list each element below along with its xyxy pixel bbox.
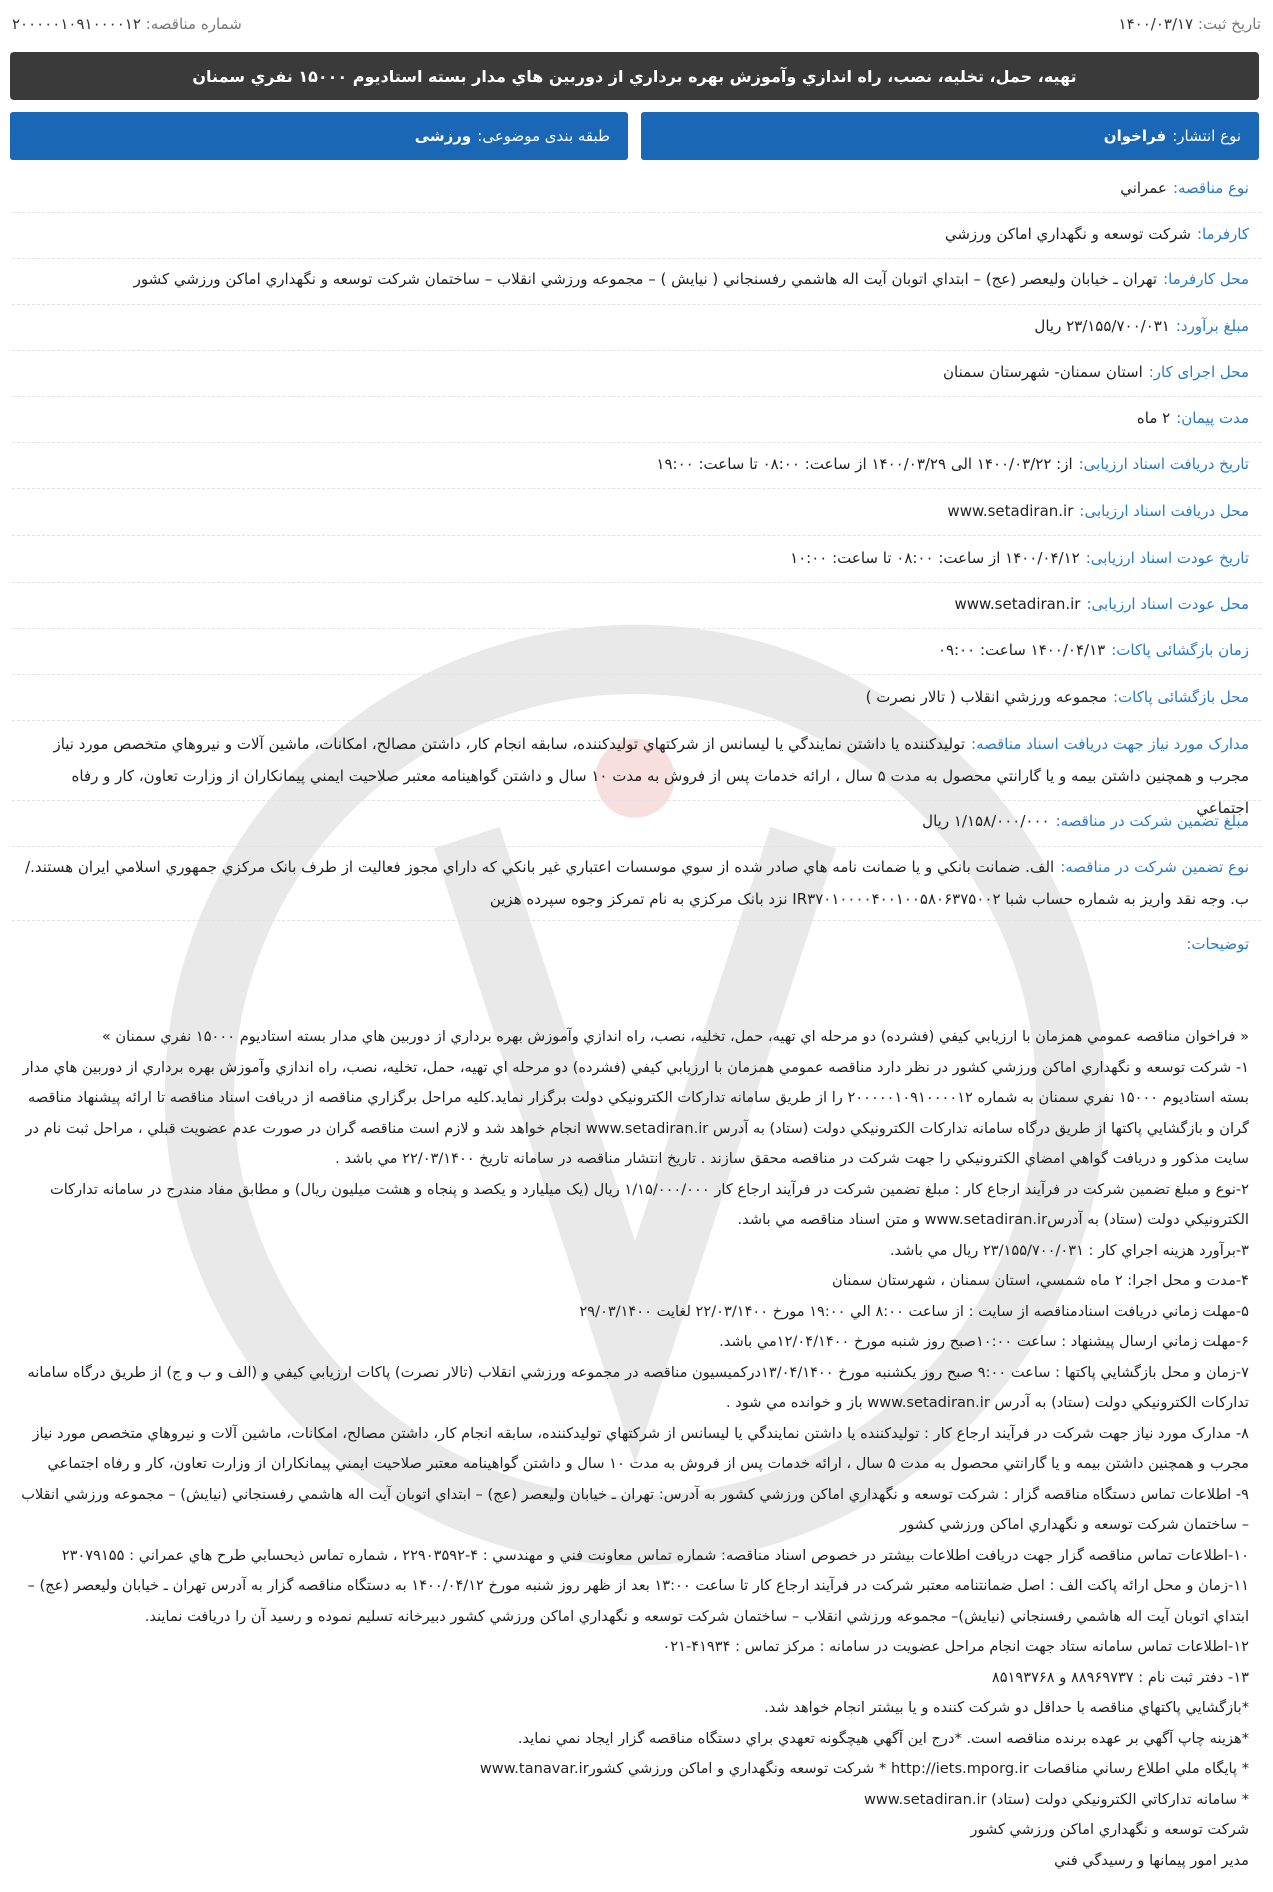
field-estimate: مبلغ برآورد:۲۳/۱۵۵/۷۰۰/۰۳۱ ريال [1034, 317, 1249, 335]
field-tender-type: نوع مناقصه:عمراني [1120, 179, 1249, 197]
field-doc-return-date: تاریخ عودت اسناد ارزیابی:۱۴۰۰/۰۴/۱۲ از ساعت: ۰۸:۰۰ تا ساعت: ۱۰:۰۰ [790, 549, 1249, 567]
divider [12, 674, 1261, 675]
divider [12, 258, 1261, 259]
desc-item-10: ۱۰-اطلاعات تماس مناقصه گزار جهت دريافت اطلاعات بيشتر در خصوص اسناد مناقصه: شماره تماس معاونت فني و مهندسي : ۴-۲۲۹۰۳۵۹۲ ، شماره تماس ذيحسابي طرح هاي عمراني : ۲۳۰۷۹۱۵۵ [61, 1546, 1249, 1564]
desc-note-opening: *بازگشايي پاکتهاي مناقصه با حداقل دو شرکت کننده و يا بيشتر انجام خواهد شد. [764, 1699, 1249, 1716]
field-execution-place: محل اجرای کار:استان سمنان- شهرستان سمنان [943, 363, 1249, 381]
divider [12, 800, 1261, 801]
registration-date: تاريخ ثبت: ۱۴۰۰/۰۳/۱۷ [1118, 15, 1261, 33]
field-doc-receive-date: تاریخ دریافت اسناد ارزیابی:از: ۱۴۰۰/۰۳/۲۲ الی ۱۴۰۰/۰۳/۲۹ از ساعت: ۰۸:۰۰ تا ساعت: ۱۹:۰۰ [656, 455, 1249, 473]
field-opening-place: محل بازگشائی پاکات:مجموعه ورزشي انقلاب ( تالار نصرت ) [865, 688, 1249, 706]
desc-note-setad: * سامانه تدارکاتي الکترونيکي دولت (ستاد) www.setadiran.ir [863, 1790, 1249, 1808]
desc-note-cost: *هزينه چاپ آگهي بر عهده برنده مناقصه است. *درج اين آگهي هيچگونه تعهدي براي دستگاه مناقصه گزار ايجاد نمي نمايد. [517, 1729, 1249, 1747]
desc-item-6: ۶-مهلت زماني ارسال پيشنهاد : ساعت ۱۰:۰۰صبح روز شنبه مورخ ۱۲/۰۴/۱۴۰۰مي باشد. [719, 1333, 1249, 1350]
desc-item-13: ۱۳- دفتر ثبت نام : ۸۸۹۶۹۷۳۷ و ۸۵۱۹۳۷۶۸ [991, 1668, 1249, 1686]
divider [12, 920, 1261, 921]
field-required-documents: مدارک مورد نیاز جهت دریافت اسناد مناقصه:توليدکننده يا داشتن نمايندگي يا ليسانس از شرکتهاي توليدکننده، سابقه انجام کار، داشتن مصالح، امکانات، ماشين آلات و نيروهاي متخصص مورد نياز مجرب و همچنين داشتن بيمه و يا گارانتي محصول به مدت ۵ سال ، ارائه خدمات پس از فروش به مدت ۱۰ سال و داشتن گواهينامه معتبر صلاحيت ايمني پيمانکاران از وزارت تعاون، کار و رفاه اجتماعي [53, 735, 1249, 817]
divider [12, 535, 1261, 536]
desc-item-8: ۸- مدارک مورد نياز جهت شرکت در فرآيند ارجاع کار : توليدکننده يا داشتن نمايندگي يا ليسانس از شرکتهاي توليدکننده، سابقه انجام کار، داشتن مصالح، امکانات، ماشين آلات و نيروهاي متخصص مورد نياز مجرب و همچنين داشتن بيمه و يا گارانتي محصول به مدت ۵ سال ، ارائه خدمات پس از فروش به مدت ۱۰ سال و داشتن گواهينامه معتبر صلاحيت ايمني پيمانکاران از وزارت تعاون، کار و رفاه اجتماعي [32, 1424, 1249, 1472]
divider [12, 442, 1261, 443]
divider [12, 396, 1261, 397]
desc-item-11: ۱۱-زمان و محل ارائه پاکت الف : اصل ضمانتنامه معتبر شرکت در فرآيند ارجاع کار تا ساعت ۱۳:۰۰ بعد از ظهر روز شنبه مورخ ۱۴۰۰/۰۴/۱۲ به دستگاه مناقصه گزار به آدرس تهران ـ خيابان وليعصر (عج) – ابتداي اتوبان آيت اله هاشمي رفسنجاني (نيايش)– مجموعه ورزشي انقلاب – ساختمان شرکت توسعه و نگهداري اماکن ورزشي کشور دبيرخانه تسليم نموده و رسيد آن را دريافت نمايند. [27, 1577, 1249, 1625]
divider [12, 720, 1261, 721]
divider [12, 212, 1261, 213]
desc-signature-company: شرکت توسعه و نگهداري اماکن ورزشي کشور [970, 1821, 1249, 1838]
field-doc-return-place: محل عودت اسناد ارزیابی:www.setadiran.ir [954, 595, 1249, 613]
divider [12, 846, 1261, 847]
desc-item-1: ۱- شرکت توسعه و نگهداري اماکن ورزشي کشور در نظر دارد مناقصه عمومي همزمان با ارزيابي کيفي (فشرده) دو مرحله اي تهيه، حمل، تخليه، نصب، راه اندازي وآموزش بهره برداري از دوربين هاي مدار بسته استاديوم ۱۵۰۰۰ نفري سمنان به شماره ۲۰۰۰۰۰۱۰۹۱۰۰۰۰۱۲ را از طريق سامانه تدارکات الکترونيکي دولت برگزار نمايد.کليه مراحل برگزاري مناقصه از دريافت اسناد مناقصه تا ارائه پيشنهاد مناقصه گران و بازگشايي پاکتها از طريق درگاه سامانه تدارکات الکترونيکي دولت (ستاد) به آدرس www.setadiran.ir انجام خواهد شد و لازم است مناقصه گران در صورت عدم عضويت قبلي ، مراحل ثبت نام در سايت مذکور و دريافت گواهي امضاي الکترونيکي را جهت شرکت در مناقصه محقق سازند . تاريخ انتشار مناقصه در سامانه تاريخ ۲۲/۰۳/۱۴۰۰ مي باشد . [22, 1058, 1249, 1167]
divider [12, 350, 1261, 351]
desc-item-7: ۷-زمان و محل بازگشايي پاکتها : ساعت ۹:۰۰ صبح روز يکشنبه مورخ ۱۳/۰۴/۱۴۰۰درکميسيون مناقصه در مجموعه ورزشي انقلاب (تالار نصرت) پاکات ارزيابي کيفي و (الف و ب و ج) از طريق درگاه سامانه تدارکات الکترونيکي دولت (ستاد) به آدرس www.setadiran.ir باز و خوانده مي شود . [27, 1363, 1249, 1411]
field-guarantee-amount: مبلغ تضمین شرکت در مناقصه:۱/۱۵۸/۰۰۰/۰۰۰ ريال [922, 812, 1249, 830]
page-title: تهيه، حمل، تخليه، نصب، راه اندازي وآموزش بهره برداري از دوربين هاي مدار بسته استاديوم ۱۵۰۰۰ نفري سمنان [10, 52, 1259, 100]
desc-signature-title: مدير امور پيمانها و رسيدگي فني [1054, 1851, 1249, 1869]
field-employer: کارفرما:شرکت توسعه و نگهداري اماکن ورزشي [944, 225, 1249, 243]
divider [12, 488, 1261, 489]
divider [12, 304, 1261, 305]
info-boxes [10, 112, 1259, 160]
divider [12, 628, 1261, 629]
desc-title: « فراخوان مناقصه عمومي همزمان با ارزيابي کيفي (فشرده) دو مرحله اي تهيه، حمل، تخليه، نصب، راه اندازي وآموزش بهره برداري از دوربين هاي مدار بسته استاديوم ۱۵۰۰۰ نفري سمنان » [101, 1028, 1249, 1045]
header-bar [0, 0, 1273, 48]
desc-item-9: ۹- اطلاعات تماس دستگاه مناقصه گزار : شرکت توسعه و نگهداري اماکن ورزشي کشور به آدرس: تهران ـ خيابان وليعصر (عج) – ابتداي اتوبان آيت اله هاشمي رفسنجاني (نيايش) – مجموعه ورزشي انقلاب – ساختمان شرکت توسعه و نگهداري اماکن ورزشي کشور [21, 1485, 1249, 1533]
description-body [19, 1022, 1249, 1876]
desc-item-3: ۳-برآورد هزينه اجراي کار : ۲۳/۱۵۵/۷۰۰/۰۳۱ ريال مي باشد. [889, 1241, 1249, 1259]
field-description-label: توضیحات: [1186, 935, 1249, 953]
field-contract-duration: مدت پیمان:۲ ماه [1136, 409, 1249, 427]
field-guarantee-type: نوع تضمین شرکت در مناقصه:الف. ضمانت بانکي و يا ضمانت نامه هاي صادر شده از سوي موسسات اعتباري غير بانکي که داراي مجوز فعاليت از طرف بانک مرکزي جمهوري اسلامي ايران هستند./ب. وجه نقد واريز به شماره حساب شبا IR۳۷۰۱۰۰۰۰۴۰۰۱۰۰۵۸۰۶۳۷۵۰۰۲ نزد بانک مرکزي به نام تمرکز وجوه سپرده هزين [25, 858, 1249, 908]
divider [12, 582, 1261, 583]
desc-item-4: ۴-مدت و محل اجرا: ۲ ماه شمسي، استان سمنان ، شهرستان سمنان [832, 1272, 1249, 1289]
desc-item-2: ۲-نوع و مبلغ تضمين شرکت در فرآيند ارجاع کار : مبلغ تضمين شرکت در فرآيند ارجاع کار ۱/۱۵/۰۰۰/۰۰۰ ريال (يک ميليارد و يکصد و پنجاه و هشت ميليون ريال) و مطابق مفاد مندرج در سامانه تدارکات الکترونيکي دولت (ستاد) به آدرسwww.setadiran.ir و متن اسناد مناقصه مي باشد. [49, 1180, 1249, 1228]
desc-item-12: ۱۲-اطلاعات تماس سامانه ستاد جهت انجام مراحل عضويت در سامانه : مرکز تماس : ۴۱۹۳۴-۰۲۱ [662, 1638, 1249, 1655]
field-opening-time: زمان بازگشائی پاکات:۱۴۰۰/۰۴/۱۳ ساعت: ۰۹:۰۰ [937, 641, 1249, 659]
field-doc-receive-place: محل دریافت اسناد ارزیابی:www.setadiran.ir [947, 502, 1249, 520]
category-box: طبقه بندی موضوعی: ورزشی [10, 112, 628, 160]
publish-type-box: نوع انتشار: فراخوان [641, 112, 1259, 160]
tender-number: شماره مناقصه: ۲۰۰۰۰۰۱۰۹۱۰۰۰۰۱۲ [12, 15, 242, 33]
desc-note-websites: * پايگاه ملي اطلاع رساني مناقصات http://iets.mporg.ir * شرکت توسعه ونگهداري و اماکن ورزشي کشورwww.tanavar.ir [479, 1760, 1249, 1777]
desc-item-5: ۵-مهلت زماني دريافت اسنادمناقصه از سايت : از ساعت ۸:۰۰ الي ۱۹:۰۰ مورخ ۲۲/۰۳/۱۴۰۰ لغايت ۲۹/۰۳/۱۴۰۰ [579, 1302, 1249, 1320]
field-employer-location: محل کارفرما:تهران ـ خيابان وليعصر (عج) – ابتداي اتوبان آيت اله هاشمي رفسنجاني ( نيايش ) – مجموعه ورزشي انقلاب – ساختمان شرکت توسعه و نگهداري اماکن ورزشي کشور [133, 270, 1249, 288]
